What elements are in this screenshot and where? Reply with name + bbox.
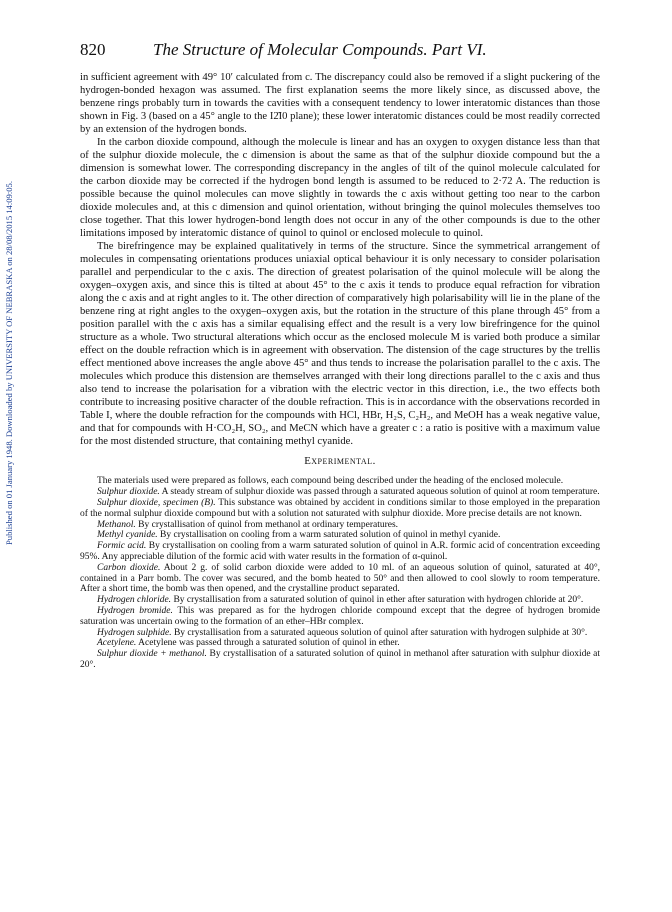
prep-heading: Sulphur dioxide + methanol. [97, 649, 207, 660]
running-title: The Structure of Molecular Compounds. Part VI. [153, 40, 487, 59]
prep-hydrogen-bromide: Hydrogen bromide. This was prepared as for the hydrogen chloride compound except that the degree of hydrogen bromide saturation was uncertain owing to the formation of an ether–HBr complex. [80, 606, 600, 627]
prep-heading: Methyl cyanide. [97, 530, 158, 541]
prep-carbon-dioxide: Carbon dioxide. About 2 g. of solid carbon dioxide were added to 10 ml. of an aqueous solution of quinol, saturated at 40°, contained in a Parr bomb. The cover was secured, and the bomb heated to 50° and then allowed to cool slowly to room temperature. After a short time, the bomb was then opened, and the crystalline product separated. [80, 562, 600, 595]
prep-heading: Sulphur dioxide, specimen (B). [97, 498, 216, 509]
page-number: 820 [80, 40, 106, 59]
article-body [80, 71, 600, 671]
prep-acetylene: Acetylene. Acetylene was passed through a saturated solution of quinol in ether. [97, 638, 400, 649]
prep-methanol: Methanol. By crystallisation of quinol from methanol at ordinary temperatures. [97, 519, 399, 530]
prep-heading: Hydrogen bromide. [97, 606, 173, 617]
running-header [80, 40, 600, 62]
prep-sulphur-dioxide-b: Sulphur dioxide, specimen (B). This substance was obtained by accident in conditions similar to those employed in the preparation of the normal sulphur dioxide compound but with a solution not saturated with sulphur dioxide. More precise details are not known. [80, 498, 601, 519]
prep-heading: Hydrogen sulphide. [97, 627, 172, 638]
experimental-intro: The materials used were prepared as follows, each compound being described under the heading of the enclosed molecule. [97, 476, 564, 487]
prep-formic-acid: Formic acid. By crystallisation on cooling from a warm saturated solution of quinol in A.R. formic acid of concentration exceeding 95%. Any appreciable dilution of the formic acid with water results in the formation of α-quinol. [80, 541, 600, 563]
prep-heading: Hydrogen chloride. [97, 595, 172, 606]
prep-heading: Carbon dioxide. [97, 562, 161, 573]
download-stamp-text: Published on 01 January 1948. Downloaded by UNIVERSITY OF NEBRASKA on 28/08/2015 14:09:05. [4, 181, 14, 545]
prep-heading: Formic acid. [97, 541, 147, 552]
download-stamp [2, 128, 16, 598]
paragraph-1: in sufficient agreement with 49° 10′ calculated from c. The discrepancy could also be removed if a slight puckering of the hydrogen-bonded hexagon was assumed. The first explanation seems the more likely since, as discussed above, the benzene rings probably turn in towards the cavities with a consequent tendency to lower interatomic distances than those shown in Fig. 3 (based on a 45° angle to the I2̄I0 plane); these lower interatomic distances could be most readily corrected by an extension of the hydrogen bonds. [80, 72, 600, 136]
paragraph-3: The birefringence may be explained qualitatively in terms of the structure. Since the symmetrical arrangement of molecules in compensating orientations produces uniaxial optical behaviour it is only necessary to consider polarisation parallel and perpendicular to the c axis. The direction of greatest polarisation of the quinol molecule will be along the oxygen–oxygen axis, and since this is tilted at about 45° to the c axis it tends to produce equal refraction for vibration along the c axis and at right angles to it. The other direction of comparatively high polarisability will lie in the plane of the benzene ring at right angles to the oxygen–oxygen axis, but the rotation in the structure of this plane through 45° from a position parallel with the c axis has a similar equalising effect and the result is a very low birefringence for the quinol structure as a whole. Two structural alterations which occur as the enclosed molecule M is varied both produce a similar effect on the double refraction which is in agreement with observation. The distension of the cage structures by the trellis effect mentioned above increases the angle above 45° and thus tends to increase the polarisation parallel to the c axis. The molecules which produce this distension are themselves arranged with their long directions parallel to the c axis and thus also tend to increase the polarisation for a vibration with the electric vector in this direction, i.e., the two effects both contribute to increasing positive character of the double refraction. This is in accordance with the observations recorded in Table I, where the double refraction for the compounds with HCl, HBr, H₂S, C₂H₂, and MeOH has a weak negative value, and that for compounds with H·CO₂H, SO₂, and MeCN which have a greater c : a ratio is positive with a maximum value for the most distended structure, that containing methyl cyanide. [80, 241, 600, 448]
prep-sulphur-dioxide-methanol: Sulphur dioxide + methanol. By crystallisation of a saturated solution of quinol in methanol after saturation with sulphur dioxide at 20°. [80, 649, 600, 670]
prep-hydrogen-sulphide: Hydrogen sulphide. By crystallisation from a saturated aqueous solution of quinol after saturation with hydrogen sulphide at 30°. [97, 627, 588, 638]
prep-methyl-cyanide: Methyl cyanide. By crystallisation on cooling from a warm saturated solution of quinol in methyl cyanide. [97, 530, 501, 541]
prep-heading: Sulphur dioxide. [97, 487, 160, 498]
prep-hydrogen-chloride: Hydrogen chloride. By crystallisation from a saturated solution of quinol in ether after saturation with hydrogen chloride at 20°. [97, 595, 584, 606]
prep-heading: Methanol. [97, 519, 136, 530]
paragraph-2: In the carbon dioxide compound, although the molecule is linear and has an oxygen to oxygen distance less than that of the sulphur dioxide molecule, the c dimension is about the same as that of the sulphur dioxide compound but the a dimension is somewhat lower. The corresponding discrepancy in the angles of tilt of the quinol molecule calculated for the carbon dioxide may be corrected if the hydrogen bond length is assumed to be reduced to 2·72 A. The reduction is possible because the quinol molecules can move slightly in towards the c axis without getting too near to the carbon dioxide molecules and, at this c dimension and quinol orientation, without bringing the quinol molecules themselves too close together. That this lower hydrogen-bond length does not occur in any of the other compounds is due to the other limitations imposed by interatomic distance of quinol to quinol or enclosed molecule to quinol. [80, 137, 600, 240]
prep-heading: Acetylene. [97, 638, 137, 649]
prep-sulphur-dioxide: Sulphur dioxide. A steady stream of sulphur dioxide was passed through a saturated aqueous solution of quinol at room temperature. [97, 487, 600, 498]
section-heading-experimental: Experimental. [304, 455, 376, 468]
